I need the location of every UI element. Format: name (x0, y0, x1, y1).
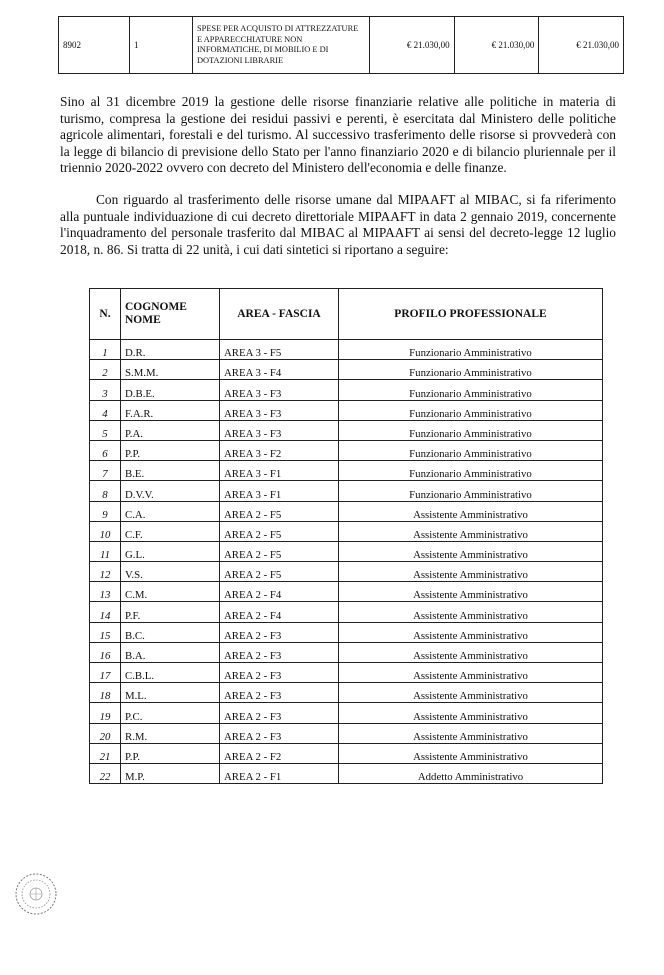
row-number: 21 (90, 743, 121, 763)
budget-amount-3: € 21.030,00 (539, 17, 624, 74)
row-number: 1 (90, 340, 121, 360)
circular-seal-stamp-icon (14, 872, 58, 916)
budget-description: SPESE PER ACQUISTO DI ATTREZZATURE E APPARECCHIATURE NON INFORMATICHE, DI MOBILIO E DI DOTAZIONI LIBRARIE (193, 17, 370, 74)
row-name: D.B.E. (121, 380, 220, 400)
header-name: COGNOME NOME (121, 289, 220, 340)
budget-row (59, 17, 624, 74)
table-row (90, 602, 603, 622)
row-area: AREA 2 - F3 (220, 703, 339, 723)
table-row (90, 622, 603, 642)
paragraph-staff-transfer: Con riguardo al trasferimento delle risorse umane dal MIPAAFT al MIBAC, si fa riferimento alla puntuale individuazione di cui decreto direttoriale MIPAAFT in data 2 gennaio 2019, concernente l'inquadramento del personale trasferito dal MIBAC al MIPAAFT ai sensi del decreto-legge 12 luglio 2018, n. 86. Si tratta di 22 unità, i cui dati sintetici si riportano a seguire: (60, 192, 616, 257)
row-area: AREA 3 - F4 (220, 360, 339, 380)
header-area: AREA - FASCIA (220, 289, 339, 340)
table-row (90, 420, 603, 440)
row-number: 9 (90, 501, 121, 521)
table-row (90, 400, 603, 420)
row-name: P.P. (121, 743, 220, 763)
row-number: 11 (90, 541, 121, 561)
row-name: P.P. (121, 440, 220, 460)
row-number: 19 (90, 703, 121, 723)
table-row (90, 440, 603, 460)
row-number: 7 (90, 461, 121, 481)
row-area: AREA 2 - F5 (220, 541, 339, 561)
row-area: AREA 2 - F4 (220, 602, 339, 622)
row-name: C.B.L. (121, 663, 220, 683)
row-number: 22 (90, 763, 121, 783)
row-name: P.C. (121, 703, 220, 723)
budget-pg: 1 (130, 17, 193, 74)
row-profile: Assistente Amministrativo (339, 562, 603, 582)
row-profile: Funzionario Amministrativo (339, 420, 603, 440)
row-name: R.M. (121, 723, 220, 743)
row-area: AREA 2 - F5 (220, 562, 339, 582)
table-row (90, 642, 603, 662)
header-number: N. (90, 289, 121, 340)
row-area: AREA 3 - F3 (220, 380, 339, 400)
row-profile: Assistente Amministrativo (339, 541, 603, 561)
row-name: C.M. (121, 582, 220, 602)
budget-amount-1: € 21.030,00 (370, 17, 455, 74)
row-number: 13 (90, 582, 121, 602)
row-profile: Assistente Amministrativo (339, 683, 603, 703)
row-profile: Funzionario Amministrativo (339, 340, 603, 360)
staff-table-header (90, 289, 603, 340)
row-profile: Funzionario Amministrativo (339, 360, 603, 380)
table-row (90, 360, 603, 380)
row-area: AREA 3 - F1 (220, 461, 339, 481)
table-row (90, 521, 603, 541)
row-profile: Assistente Amministrativo (339, 723, 603, 743)
table-row (90, 340, 603, 360)
row-profile: Assistente Amministrativo (339, 642, 603, 662)
row-number: 6 (90, 440, 121, 460)
row-name: B.C. (121, 622, 220, 642)
row-area: AREA 2 - F4 (220, 582, 339, 602)
row-profile: Funzionario Amministrativo (339, 461, 603, 481)
row-name: M.P. (121, 763, 220, 783)
row-number: 8 (90, 481, 121, 501)
table-row (90, 663, 603, 683)
row-number: 5 (90, 420, 121, 440)
row-profile: Funzionario Amministrativo (339, 400, 603, 420)
row-number: 20 (90, 723, 121, 743)
table-row (90, 582, 603, 602)
table-row (90, 380, 603, 400)
row-area: AREA 2 - F3 (220, 683, 339, 703)
row-area: AREA 3 - F3 (220, 400, 339, 420)
row-profile: Addetto Amministrativo (339, 763, 603, 783)
table-row (90, 723, 603, 743)
row-profile: Assistente Amministrativo (339, 622, 603, 642)
staff-table-body (90, 340, 603, 784)
table-row (90, 541, 603, 561)
row-area: AREA 2 - F3 (220, 723, 339, 743)
row-profile: Assistente Amministrativo (339, 743, 603, 763)
staff-table (89, 288, 603, 784)
table-row (90, 501, 603, 521)
budget-code: 8902 (59, 17, 130, 74)
budget-table (58, 16, 624, 74)
row-area: AREA 3 - F2 (220, 440, 339, 460)
table-row (90, 683, 603, 703)
paragraph-funding: Sino al 31 dicembre 2019 la gestione delle risorse finanziarie relative alle politiche in materia di turismo, compresa la gestione dei residui passivi e perenti, è esercitata dal Ministero delle politiche agricole alimentari, forestali e del turismo. Al successivo trasferimento delle risorse si provvederà con la legge di bilancio di previsione dello Stato per l'anno finanziario 2020 e di bilancio pluriennale per il triennio 2020-2022 ovvero con decreto del Ministero dell'economia e delle finanze. (60, 94, 616, 176)
row-number: 2 (90, 360, 121, 380)
row-profile: Assistente Amministrativo (339, 663, 603, 683)
row-number: 15 (90, 622, 121, 642)
row-name: B.A. (121, 642, 220, 662)
row-number: 16 (90, 642, 121, 662)
table-row (90, 461, 603, 481)
row-number: 18 (90, 683, 121, 703)
row-area: AREA 2 - F1 (220, 763, 339, 783)
row-name: D.V.V. (121, 481, 220, 501)
header-profile: PROFILO PROFESSIONALE (339, 289, 603, 340)
row-name: M.L. (121, 683, 220, 703)
row-profile: Funzionario Amministrativo (339, 481, 603, 501)
table-row (90, 763, 603, 783)
row-profile: Assistente Amministrativo (339, 703, 603, 723)
row-profile: Assistente Amministrativo (339, 501, 603, 521)
row-name: C.F. (121, 521, 220, 541)
row-profile: Assistente Amministrativo (339, 521, 603, 541)
row-area: AREA 2 - F3 (220, 642, 339, 662)
row-name: S.M.M. (121, 360, 220, 380)
row-profile: Assistente Amministrativo (339, 582, 603, 602)
row-area: AREA 2 - F5 (220, 521, 339, 541)
row-number: 17 (90, 663, 121, 683)
row-area: AREA 3 - F1 (220, 481, 339, 501)
row-number: 14 (90, 602, 121, 622)
row-area: AREA 2 - F5 (220, 501, 339, 521)
row-name: F.A.R. (121, 400, 220, 420)
row-number: 10 (90, 521, 121, 541)
row-name: D.R. (121, 340, 220, 360)
row-area: AREA 3 - F5 (220, 340, 339, 360)
table-row (90, 481, 603, 501)
budget-amount-2: € 21.030,00 (454, 17, 539, 74)
row-profile: Funzionario Amministrativo (339, 440, 603, 460)
row-name: P.F. (121, 602, 220, 622)
row-area: AREA 3 - F3 (220, 420, 339, 440)
row-area: AREA 2 - F3 (220, 663, 339, 683)
row-number: 3 (90, 380, 121, 400)
row-number: 4 (90, 400, 121, 420)
row-area: AREA 2 - F2 (220, 743, 339, 763)
row-area: AREA 2 - F3 (220, 622, 339, 642)
row-name: V.S. (121, 562, 220, 582)
row-profile: Funzionario Amministrativo (339, 380, 603, 400)
table-row (90, 703, 603, 723)
table-row (90, 562, 603, 582)
row-name: G.L. (121, 541, 220, 561)
row-name: C.A. (121, 501, 220, 521)
row-name: P.A. (121, 420, 220, 440)
row-profile: Assistente Amministrativo (339, 602, 603, 622)
row-name: B.E. (121, 461, 220, 481)
table-row (90, 743, 603, 763)
row-number: 12 (90, 562, 121, 582)
